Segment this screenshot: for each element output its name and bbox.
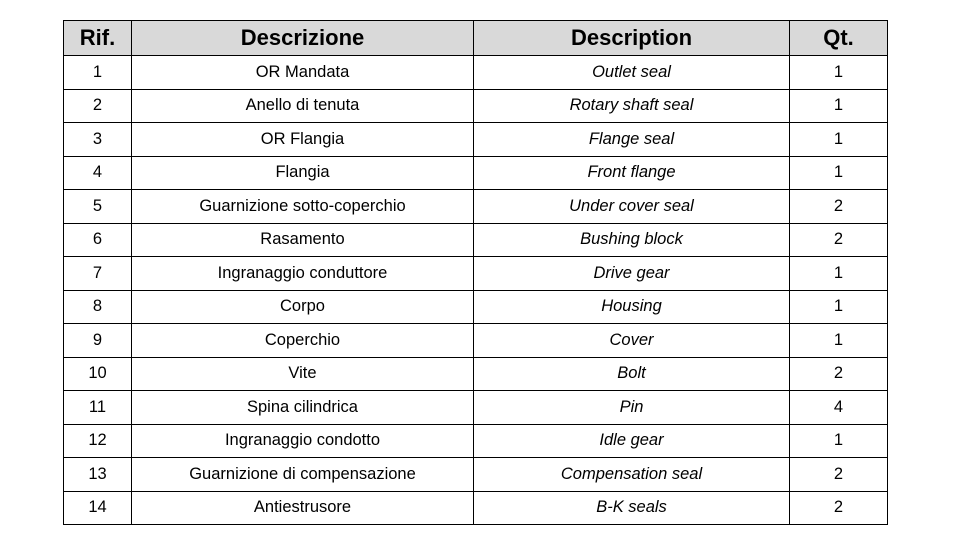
cell-ref: 12 — [64, 424, 132, 458]
cell-description-it: Ingranaggio condotto — [132, 424, 474, 458]
cell-ref: 10 — [64, 357, 132, 391]
table-row — [64, 257, 888, 291]
cell-description-it: Ingranaggio conduttore — [132, 257, 474, 291]
cell-ref: 6 — [64, 223, 132, 257]
cell-ref: 7 — [64, 257, 132, 291]
cell-description-en: Housing — [474, 290, 790, 324]
cell-quantity: 2 — [790, 491, 888, 525]
table-row — [64, 190, 888, 224]
table-row — [64, 123, 888, 157]
header-row — [64, 21, 888, 56]
cell-ref: 3 — [64, 123, 132, 157]
table-row — [64, 324, 888, 358]
cell-description-en: Outlet seal — [474, 56, 790, 90]
cell-description-en: Pin — [474, 391, 790, 425]
cell-description-en: Cover — [474, 324, 790, 358]
cell-quantity: 1 — [790, 290, 888, 324]
cell-description-en: Front flange — [474, 156, 790, 190]
cell-description-en: B-K seals — [474, 491, 790, 525]
cell-description-it: Flangia — [132, 156, 474, 190]
cell-description-en: Under cover seal — [474, 190, 790, 224]
table-row — [64, 290, 888, 324]
cell-description-it: OR Flangia — [132, 123, 474, 157]
cell-ref: 2 — [64, 89, 132, 123]
cell-quantity: 2 — [790, 357, 888, 391]
cell-quantity: 1 — [790, 56, 888, 90]
cell-ref: 4 — [64, 156, 132, 190]
cell-description-it: OR Mandata — [132, 56, 474, 90]
parts-table — [63, 20, 888, 525]
header-description-it: Descrizione — [132, 21, 474, 56]
cell-description-it: Vite — [132, 357, 474, 391]
cell-description-en: Bushing block — [474, 223, 790, 257]
cell-description-it: Rasamento — [132, 223, 474, 257]
cell-description-it: Guarnizione di compensazione — [132, 458, 474, 492]
cell-quantity: 2 — [790, 458, 888, 492]
header-quantity: Qt. — [790, 21, 888, 56]
table-row — [64, 89, 888, 123]
cell-ref: 1 — [64, 56, 132, 90]
cell-quantity: 4 — [790, 391, 888, 425]
cell-ref: 13 — [64, 458, 132, 492]
cell-description-it: Spina cilindrica — [132, 391, 474, 425]
cell-description-en: Rotary shaft seal — [474, 89, 790, 123]
cell-description-en: Idle gear — [474, 424, 790, 458]
cell-description-en: Compensation seal — [474, 458, 790, 492]
cell-description-en: Flange seal — [474, 123, 790, 157]
table-row — [64, 491, 888, 525]
cell-ref: 11 — [64, 391, 132, 425]
table-row — [64, 458, 888, 492]
cell-quantity: 2 — [790, 190, 888, 224]
cell-description-it: Coperchio — [132, 324, 474, 358]
cell-ref: 14 — [64, 491, 132, 525]
cell-description-it: Guarnizione sotto-coperchio — [132, 190, 474, 224]
cell-ref: 5 — [64, 190, 132, 224]
cell-ref: 9 — [64, 324, 132, 358]
table-row — [64, 56, 888, 90]
header-description-en: Description — [474, 21, 790, 56]
table-row — [64, 156, 888, 190]
cell-description-en: Bolt — [474, 357, 790, 391]
cell-quantity: 1 — [790, 123, 888, 157]
table-row — [64, 391, 888, 425]
cell-description-en: Drive gear — [474, 257, 790, 291]
cell-quantity: 1 — [790, 257, 888, 291]
cell-quantity: 2 — [790, 223, 888, 257]
cell-description-it: Corpo — [132, 290, 474, 324]
cell-description-it: Antiestrusore — [132, 491, 474, 525]
cell-quantity: 1 — [790, 89, 888, 123]
cell-quantity: 1 — [790, 424, 888, 458]
cell-ref: 8 — [64, 290, 132, 324]
table-row — [64, 357, 888, 391]
table-row — [64, 424, 888, 458]
cell-quantity: 1 — [790, 156, 888, 190]
table-row — [64, 223, 888, 257]
cell-quantity: 1 — [790, 324, 888, 358]
cell-description-it: Anello di tenuta — [132, 89, 474, 123]
header-ref: Rif. — [64, 21, 132, 56]
